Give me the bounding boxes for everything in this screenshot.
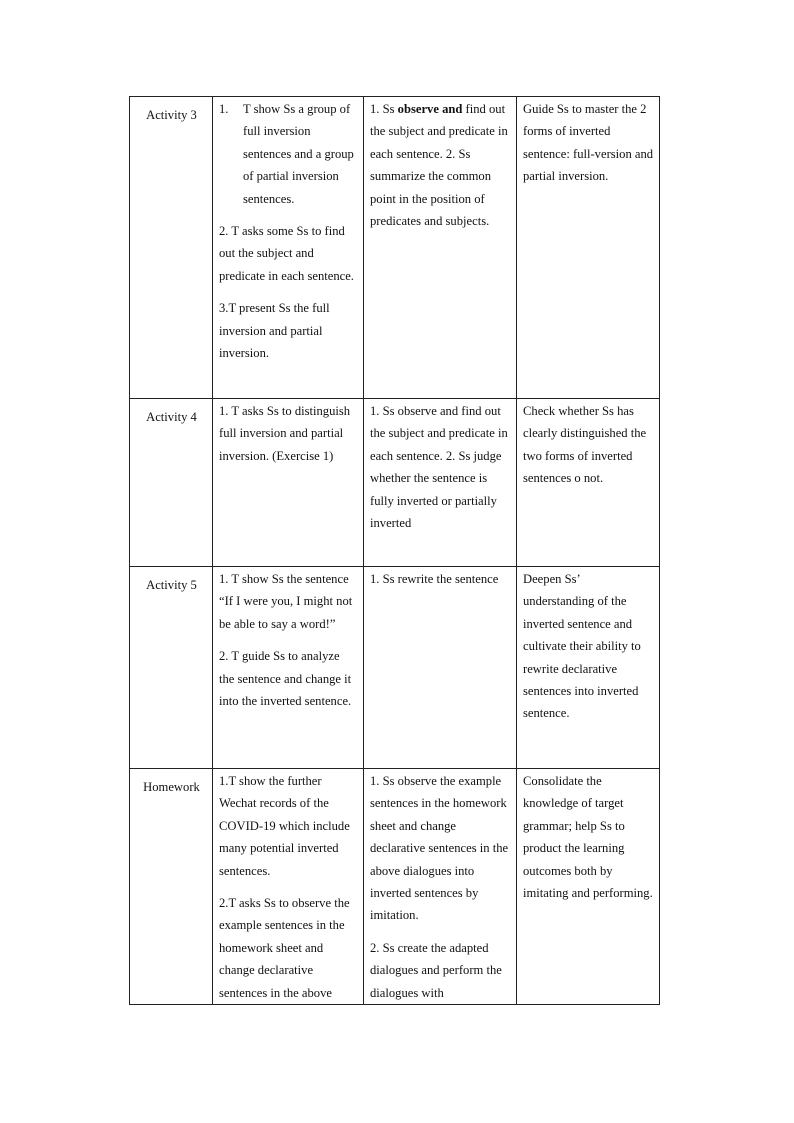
student-step-lead: 1. Ss	[370, 102, 398, 116]
teacher-activity-cell	[213, 769, 364, 1005]
student-step: 1. Ss rewrite the sentence	[370, 572, 499, 586]
student-step-rest: find out the subject and predicate in each sentence. 2. Ss summarize the common point in the position of predicates and subjects.	[370, 102, 508, 229]
row-label: Activity 5	[130, 567, 213, 769]
teacher-step: 2.T asks Ss to observe the example sentences in the homework sheet and change declarative sentences in the above	[219, 896, 350, 1000]
purpose-text: Check whether Ss has clearly distinguished the two forms of inverted sentences o not.	[523, 404, 647, 486]
teacher-step: 3.T present Ss the full inversion and partial inversion.	[219, 301, 330, 361]
student-step	[370, 98, 511, 232]
table-row-activity-3	[130, 97, 660, 399]
student-step-bold: observe and	[397, 102, 463, 116]
student-step: 2. Ss create the adapted dialogues and perform the dialogues with	[370, 940, 502, 1000]
numbered-list	[219, 98, 358, 210]
student-step: 1. Ss observe and find out the subject and predicate in each sentence. 2. Ss judge whether the sentence is fully inverted or partially inverted	[370, 404, 508, 531]
teacher-step: 1. T asks Ss to distinguish full inversion and partial inversion. (Exercise 1)	[219, 404, 351, 463]
list-number: 1.	[219, 102, 229, 116]
teacher-activity-cell	[213, 97, 364, 399]
purpose-cell	[517, 97, 660, 399]
lesson-plan-table	[129, 96, 660, 1005]
student-activity-cell	[364, 769, 517, 1005]
purpose-text: Consolidate the knowledge of target grammar; help Ss to product the learning outcomes both by imitating and performing.	[523, 774, 653, 901]
student-activity-cell	[364, 97, 517, 399]
teacher-step: 2. T guide Ss to analyze the sentence and change it into the inverted sentence.	[219, 649, 352, 709]
purpose-text: Guide Ss to master the 2 forms of inverted sentence: full-version and partial inversion.	[523, 102, 654, 184]
teacher-step: 2. T asks some Ss to find out the subject and predicate in each sentence.	[219, 224, 354, 283]
teacher-step: 1. T show Ss the sentence “If I were you, I might not be able to say a word!”	[219, 572, 353, 631]
teacher-activity-cell	[213, 567, 364, 769]
purpose-cell	[517, 769, 660, 1005]
row-label: Homework	[130, 769, 213, 1005]
purpose-text: Deepen Ss’ understanding of the inverted sentence and cultivate their ability to rewrite declarative sentences into inverted sentence.	[523, 572, 641, 721]
student-step: 1. Ss observe the example sentences in the homework sheet and change declarative sentences in the above dialogues into inverted sentences by imitation.	[370, 774, 509, 923]
table-row-homework	[130, 769, 660, 1005]
teacher-step: 1.T show the further Wechat records of the COVID-19 which include many potential inverted sentences.	[219, 774, 350, 878]
row-label: Activity 4	[130, 399, 213, 567]
purpose-cell	[517, 399, 660, 567]
row-label: Activity 3	[130, 97, 213, 399]
table-row-activity-5	[130, 567, 660, 769]
table-row-activity-4	[130, 399, 660, 567]
purpose-cell	[517, 567, 660, 769]
list-item	[219, 98, 358, 210]
teacher-activity-cell	[213, 399, 364, 567]
student-activity-cell	[364, 399, 517, 567]
student-activity-cell	[364, 567, 517, 769]
list-item-text: T show Ss a group of full inversion sentences and a group of partial inversion sentences.	[243, 102, 354, 206]
